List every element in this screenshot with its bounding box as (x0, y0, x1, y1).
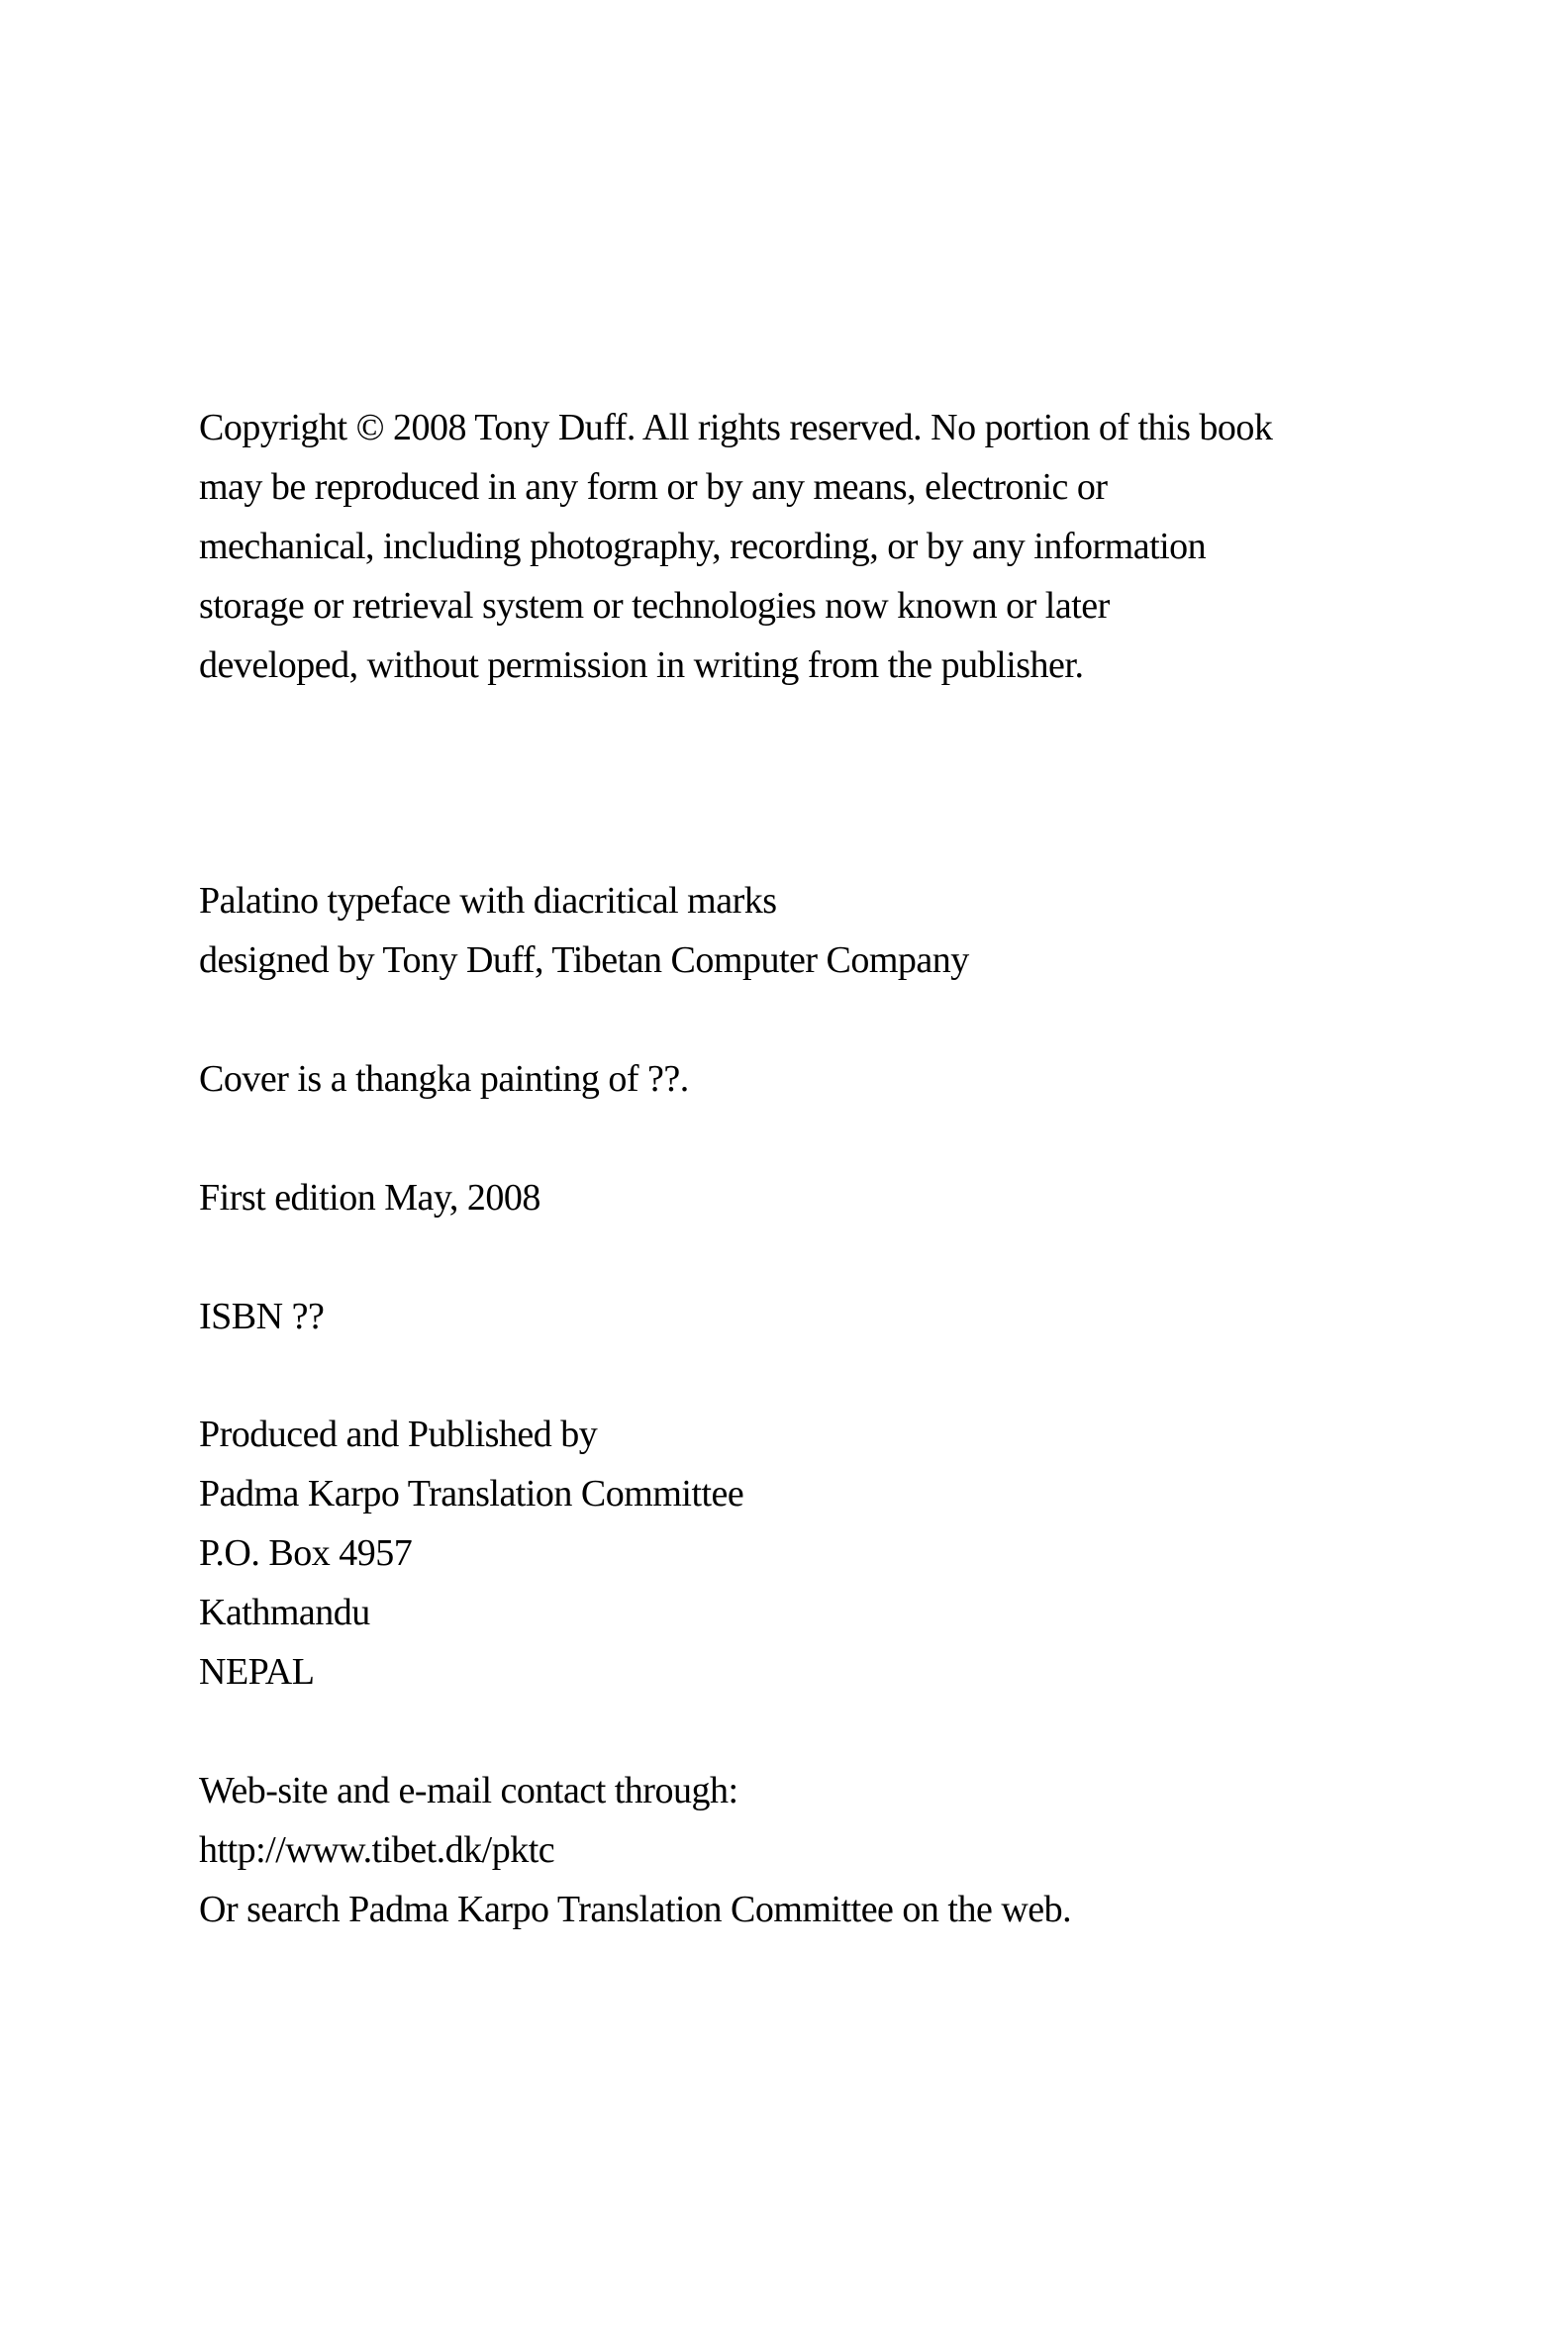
cover-note: Cover is a thangka painting of ??. (199, 1058, 689, 1100)
copyright-line: developed, without permission in writing from the publisher. (199, 644, 1084, 686)
publisher-line: NEPAL (199, 1651, 315, 1693)
copyright-line: storage or retrieval system or technologies now known or later (199, 585, 1110, 627)
edition-note: First edition May, 2008 (199, 1177, 540, 1219)
publisher-line: P.O. Box 4957 (199, 1532, 413, 1574)
copyright-line: may be reproduced in any form or by any means, electronic or (199, 466, 1108, 508)
copyright-line: mechanical, including photography, recording, or by any information (199, 526, 1207, 567)
contact-line: Or search Padma Karpo Translation Committee on the web. (199, 1889, 1072, 1930)
publisher-line: Padma Karpo Translation Committee (199, 1473, 744, 1515)
copyright-line: Copyright © 2008 Tony Duff. All rights reserved. No portion of this book (199, 407, 1273, 448)
contact-url: http://www.tibet.dk/pktc (199, 1829, 555, 1871)
typeface-line: Palatino typeface with diacritical marks (199, 880, 777, 922)
contact-line: Web-site and e-mail contact through: (199, 1770, 738, 1811)
publisher-line: Produced and Published by (199, 1414, 598, 1455)
typeface-line: designed by Tony Duff, Tibetan Computer Company (199, 939, 969, 981)
publisher-line: Kathmandu (199, 1592, 370, 1633)
isbn-note: ISBN ?? (199, 1296, 325, 1337)
